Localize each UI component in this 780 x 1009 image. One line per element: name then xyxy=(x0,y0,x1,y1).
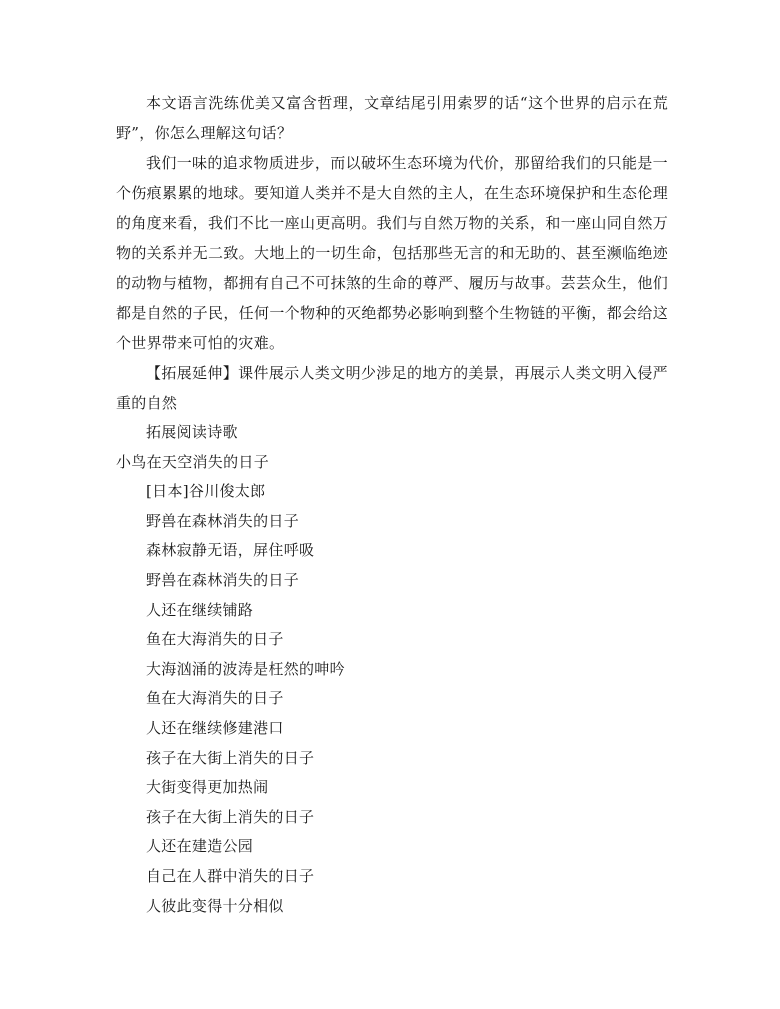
poem-line: 孩子在大街上消失的日子 xyxy=(146,807,315,826)
poem-line: 自己在人群中消失的日子 xyxy=(146,866,315,885)
poem-line: 人还在继续铺路 xyxy=(146,600,254,619)
extension-label: 【拓展延伸】 xyxy=(146,364,239,382)
poem-line: 野兽在森林消失的日子 xyxy=(146,511,300,530)
document-page xyxy=(116,88,668,921)
poem-author: [日本]谷川俊太郎 xyxy=(146,482,266,501)
poem-line: 大街变得更加热闹 xyxy=(146,778,269,797)
poem-line: 鱼在大海消失的日子 xyxy=(146,689,284,708)
extension-paragraph xyxy=(116,358,668,418)
poem-line: 鱼在大海消失的日子 xyxy=(146,630,284,649)
poem-title: 小鸟在天空消失的日子 xyxy=(116,452,270,471)
poem-line: 大海汹涌的波涛是枉然的呻吟 xyxy=(146,659,345,678)
poem-line: 人还在继续修建港口 xyxy=(146,718,284,737)
answer-paragraph: 我们一味的追求物质进步，而以破坏生态环境为代价，那留给我们的只能是一个伤痕累累的地球。要知道人类并不是大自然的主人，在生态环境保护和生态伦理的角度来看，我们不比一座山更高明。我们与自然万物的关系，和一座山同自然万物的关系并无二致。大地上的一切生命，包括那些无言的和无助的、甚至濒临绝迹的动物与植物，都拥有自己不可抹煞的生命的尊严、履历与故事。芸芸众生，他们都是自然的子民，任何一个物种的灭绝都势必影响到整个生物链的平衡，都会给这个世界带来可怕的灾难。 xyxy=(116,154,668,352)
poem-line: 孩子在大街上消失的日子 xyxy=(146,748,315,767)
question-paragraph: 本文语言洗练优美又富含哲理，文章结尾引用索罗的话“这个世界的启示在荒野”，你怎么理解这句话？ xyxy=(116,94,668,142)
poem-line: 人彼此变得十分相似 xyxy=(146,896,284,915)
poem-line: 森林寂静无语，屏住呼吸 xyxy=(146,541,315,560)
poem-line: 人还在建造公园 xyxy=(146,837,254,856)
reading-heading: 拓展阅读诗歌 xyxy=(146,423,238,441)
extension-text: 课件展示人类文明少涉足的地方的美景，再展示人类文明入侵严重的自然 xyxy=(116,364,668,412)
poem-line: 野兽在森林消失的日子 xyxy=(146,570,300,589)
